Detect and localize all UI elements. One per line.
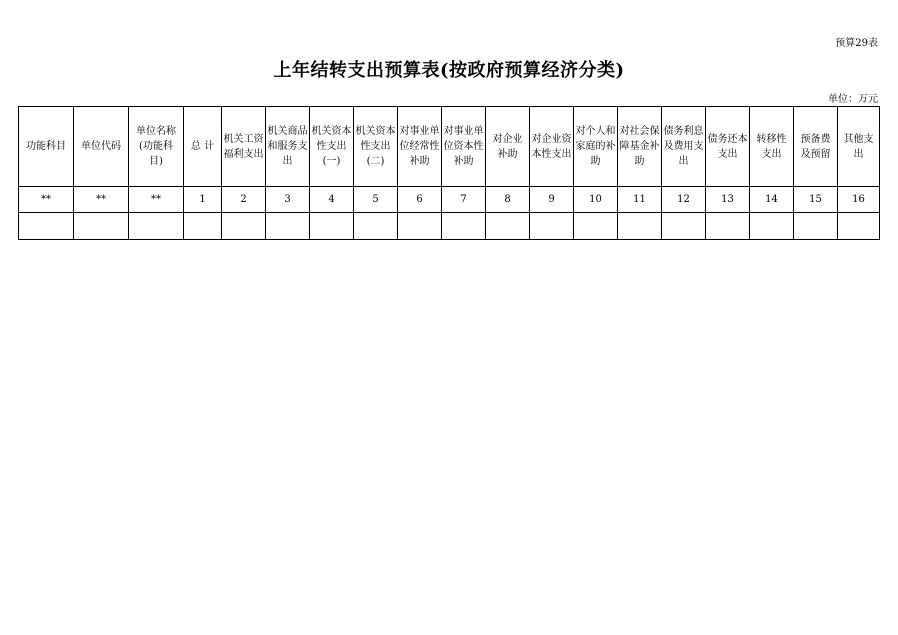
header-cell: 机关商品和服务支出 [266, 107, 310, 187]
data-cell [574, 213, 618, 240]
header-cell: 功能科目 [19, 107, 74, 187]
header-cell: 债务利息及费用支出 [662, 107, 706, 187]
data-cell [706, 213, 750, 240]
data-row [19, 213, 880, 240]
data-cell [442, 213, 486, 240]
header-cell: 单位名称(功能科目) [129, 107, 184, 187]
code-cell: ** [129, 187, 184, 213]
header-cell: 对企业资本性支出 [530, 107, 574, 187]
header-cell: 机关资本性支出(一) [310, 107, 354, 187]
header-cell: 机关资本性支出(二) [354, 107, 398, 187]
code-cell: 4 [310, 187, 354, 213]
data-cell [530, 213, 574, 240]
code-cell: 9 [530, 187, 574, 213]
code-cell: 7 [442, 187, 486, 213]
header-cell: 其他支出 [838, 107, 880, 187]
data-cell [750, 213, 794, 240]
code-cell: 8 [486, 187, 530, 213]
header-row [19, 107, 880, 187]
code-cell: ** [19, 187, 74, 213]
header-cell: 对事业单位资本性补助 [442, 107, 486, 187]
data-cell [74, 213, 129, 240]
code-cell: ** [74, 187, 129, 213]
code-cell: 10 [574, 187, 618, 213]
header-cell: 转移性支出 [750, 107, 794, 187]
unit-label: 单位：万元 [828, 94, 878, 105]
code-cell: 16 [838, 187, 880, 213]
code-cell: 2 [222, 187, 266, 213]
code-cell: 14 [750, 187, 794, 213]
budget-table [18, 106, 880, 240]
code-row [19, 187, 880, 213]
data-cell [794, 213, 838, 240]
code-cell: 12 [662, 187, 706, 213]
code-cell: 3 [266, 187, 310, 213]
header-cell: 预备费及预留 [794, 107, 838, 187]
data-cell [19, 213, 74, 240]
header-cell: 对事业单位经常性补助 [398, 107, 442, 187]
data-cell [310, 213, 354, 240]
code-cell: 13 [706, 187, 750, 213]
code-cell: 6 [398, 187, 442, 213]
code-cell: 11 [618, 187, 662, 213]
header-cell: 对个人和家庭的补助 [574, 107, 618, 187]
data-cell [398, 213, 442, 240]
header-cell: 单位代码 [74, 107, 129, 187]
header-cell: 机关工资福利支出 [222, 107, 266, 187]
header-cell: 对企业补助 [486, 107, 530, 187]
data-cell [838, 213, 880, 240]
data-cell [662, 213, 706, 240]
data-cell [222, 213, 266, 240]
form-number: 预算29表 [835, 38, 878, 49]
code-cell: 1 [184, 187, 222, 213]
code-cell: 15 [794, 187, 838, 213]
page-title: 上年结转支出预算表(按政府预算经济分类) [273, 60, 625, 81]
data-cell [486, 213, 530, 240]
data-cell [618, 213, 662, 240]
code-cell: 5 [354, 187, 398, 213]
header-cell: 总 计 [184, 107, 222, 187]
data-cell [129, 213, 184, 240]
data-cell [354, 213, 398, 240]
header-cell: 债务还本支出 [706, 107, 750, 187]
header-cell: 对社会保障基金补助 [618, 107, 662, 187]
data-cell [266, 213, 310, 240]
data-cell [184, 213, 222, 240]
